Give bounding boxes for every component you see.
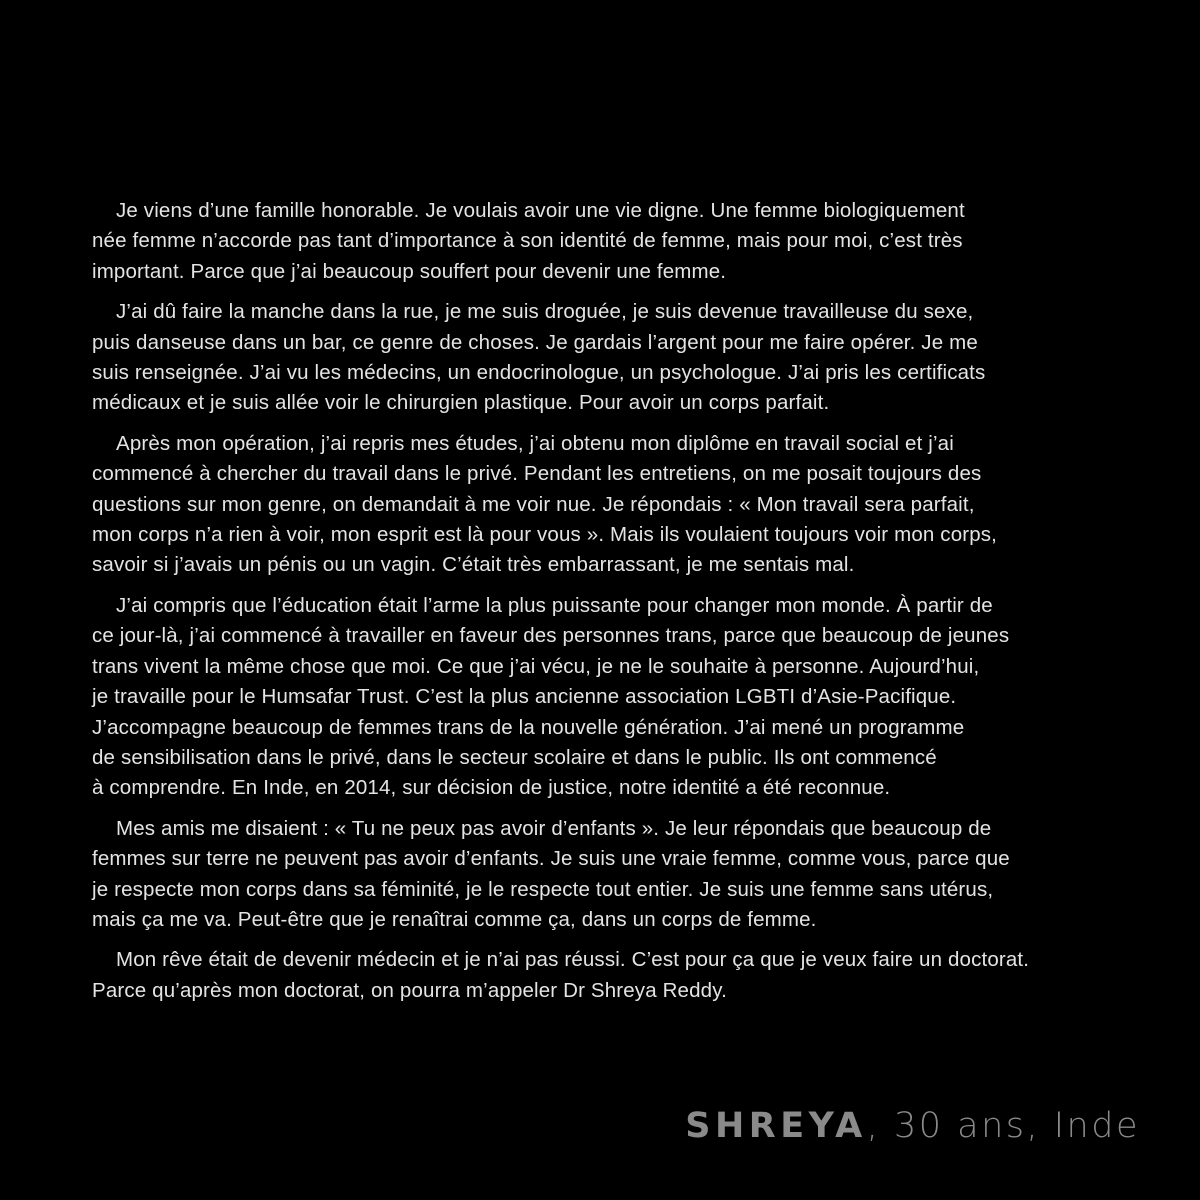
signature (685, 1104, 1140, 1148)
paragraph-4: J’ai compris que l’éducation était l’arme la plus puissante pour changer mon monde. À partir de ce jour-là, j’ai commencé à travailler en faveur des personnes trans, parce que beaucoup de jeunes trans vivent la même chose que moi. Ce que j’ai vécu, je ne le souhaite à personne. Aujourd’hui, je travaille pour le Humsafar Trust. C’est la plus ancienne association LGBTI d’Asie-Pacifique. J’accompagne beaucoup de femmes trans de la nouvelle génération. J’ai mené un programme de sensibilisation dans le privé, dans le secteur scolaire et dans le public. Ils ont commencé à comprendre. En Inde, en 2014, sur décision de justice, notre identité a été reconnue. (92, 593, 1010, 800)
paragraph-3: Après mon opération, j’ai repris mes études, j’ai obtenu mon diplôme en travail social et j’ai commencé à chercher du travail dans le privé. Pendant les entretiens, on me posait toujours des questions sur mon genre, on demandait à me voir nue. Je répondais : « Mon travail sera parfait, mon corps n’a rien à voir, mon esprit est là pour vous ». Mais ils voulaient toujours voir mon corps, savoir si j’avais un pénis ou un vagin. C’était très embarrassant, je me sentais mal. (92, 431, 998, 577)
paragraph-2: J’ai dû faire la manche dans la rue, je me suis droguée, je suis devenue travailleuse du sexe, puis danseuse dans un bar, ce genre de choses. Je gardais l’argent pour me faire opérer. Je me suis renseignée. J’ai vu les médecins, un endocrinologue, un psychologue. J’ai pris les certificats médicaux et je suis allée voir le chirurgien plastique. Pour avoir un corps parfait. (92, 300, 986, 415)
signature-details: , 30 ans, Inde (866, 1106, 1140, 1146)
paragraph-6: Mon rêve était de devenir médecin et je n’ai pas réussi. C’est pour ça que je veux faire un doctorat. Parce qu’après mon doctorat, on pourra m’appeler Dr Shreya Reddy. (92, 948, 1030, 1002)
testimony-text (92, 196, 1102, 1016)
paragraph-1: Je viens d’une famille honorable. Je voulais avoir une vie digne. Une femme biologiquement née femme n’accorde pas tant d’importance à son identité de femme, mais pour moi, c’est très important. Parce que j’ai beaucoup souffert pour devenir une femme. (92, 199, 965, 283)
signature-name: SHREYA (685, 1106, 867, 1146)
paragraph-5: Mes amis me disaient : « Tu ne peux pas avoir d’enfants ». Je leur répondais que beaucoup de femmes sur terre ne peuvent pas avoir d’enfants. Je suis une vraie femme, comme vous, parce que je respecte mon corps dans sa féminité, je le respecte tout entier. Je suis une femme sans utérus, mais ça me va. Peut-être que je renaîtrai comme ça, dans un corps de femme. (92, 816, 1010, 931)
